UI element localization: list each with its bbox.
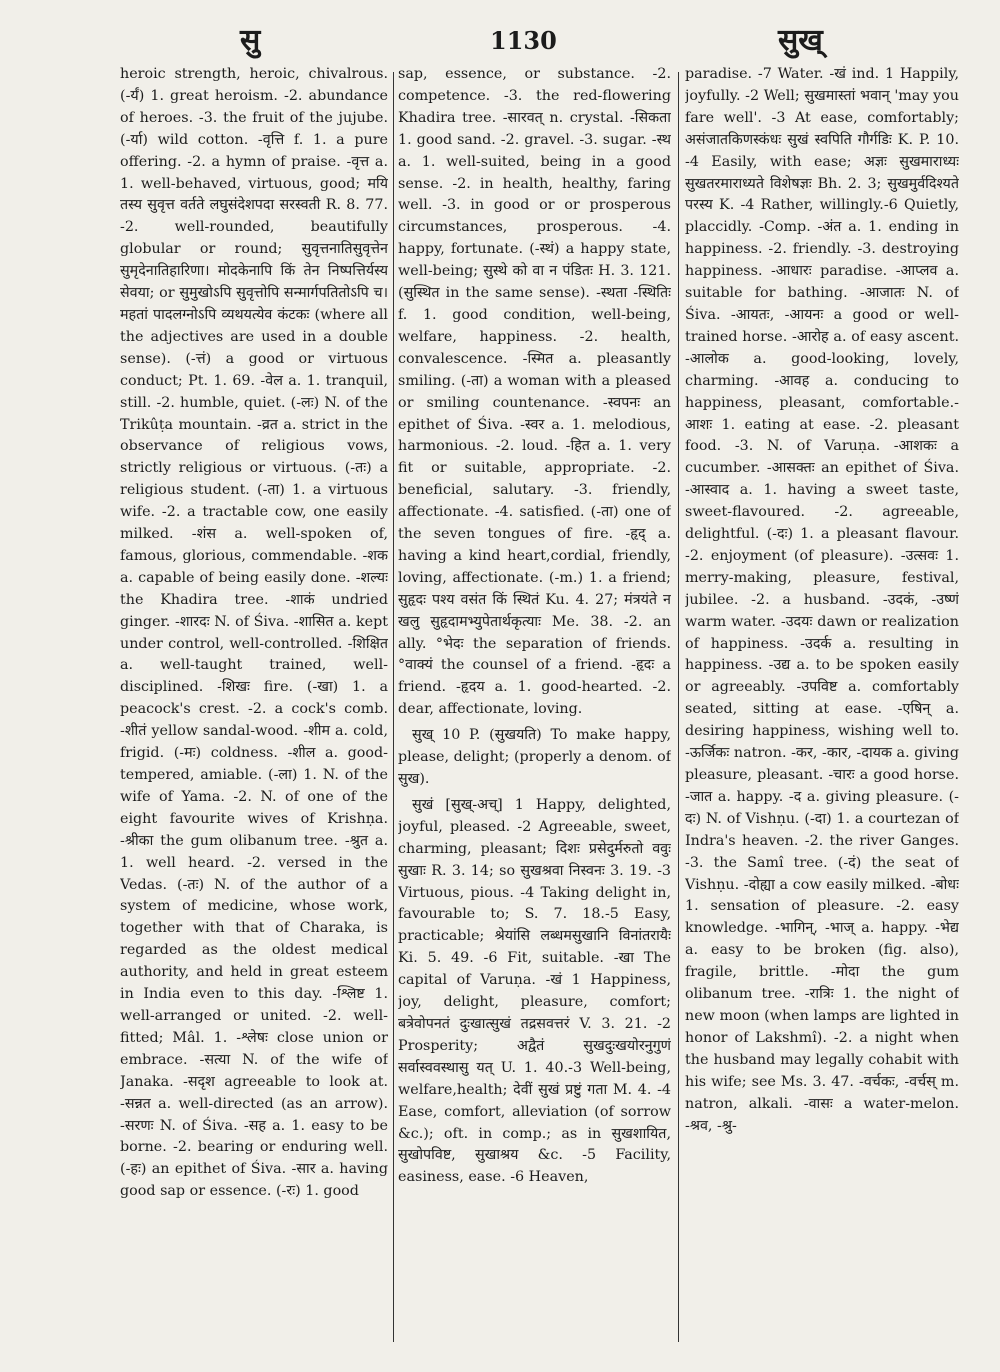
dictionary-text: paradise. -7 Water. -खं ind. 1 Happily, joyfully. -2 Well; सुखमास्तां भवान् 'may you fare well'. -3 At ease, comfortably; असंजातकिणस्कंधः सुखं स्वपिति गौर्गडिः K. P. 10. -4 Easily, with ease; अज्ञः सुखमाराध्यः सुखतरमाराध्यते विशेषज्ञः Bh. 2. 3; सुखमुर्वदिश्यते परस्य K. -4 Rather, willingly.-6 Quietly, placcidly. -Comp. -अंत a. 1. ending in happiness. -2. friendly. -3. destroying happiness. -आधारः paradise. -आप्लव a. suitable for bathing. -आजातः N. of Śiva. -आयतः, -आयनः a good or well-trained horse. -आरोह a. of easy ascent. -आलोक a. good-looking, lovely, charming. -आवह a. conducing to happiness, pleasant, comfortable.-आशः 1. eating at ease. -2. pleasant food. -3. N. of Varuṇa. -आशकः a cucumber. -आसक्तः an epithet of Śiva. -आस्वाद a. 1. having a sweet taste, sweet-flavoured. -2. agreeable, delightful. (-दः) 1. a pleasant flavour. -2. enjoyment (of pleasure). -उत्सवः 1. merry-making, pleasure, festival, jubilee. -2. a husband. -उदकं, -उष्णं warm water. -उदयः dawn or realization of happiness. -उदर्क a. resulting in happiness. -उद्य a. to be spoken easily or agreeably. -उपविष्ट a. comfortably seated, sitting at ease. -एषिन् a. desiring happiness, wishing well to. -ऊर्जिकः natron. -कर, -कार, -दायक a. giving pleasure, pleasant. -चारः a good horse. -जात a. happy. -द a. giving pleasure. (-दः) N. of Vishṇu. (-दा) 1. a courtezan of Indra's heaven. -2. the river Ganges. -3. the Samî tree. (-दं) the seat of Vishṇu. -दोह्या a cow easily milked. -बोधः 1. sensation of pleasure. -2. easy knowledge. -भागिन्, -भाज् a. happy. -भेद्य a. easy to be broken (fig. also), fragile, brittle. -मोदा the gum olibanum tree. -रात्रिः 1. the night of new moon (when lamps are lighted in honor of Lakshmî). -2. a night when the husband may legally cohabit with his wife; see Ms. 3. 47. -वर्चकः, -वर्चस् m. natron, alkali. -वासः a water-melon. -श्रव, -श्रु- — [685, 66, 959, 1134]
right-guide-word: सुख् — [778, 23, 823, 58]
column-rule — [678, 72, 679, 1342]
left-guide-word: सु — [240, 23, 261, 58]
column-right — [685, 64, 959, 1334]
column-rule — [393, 72, 394, 1342]
page-header — [0, 18, 1000, 58]
column-middle — [398, 64, 671, 1334]
page-number: 1130 — [490, 26, 557, 55]
dictionary-entry: सुख् 10 P. (सुखयति) To make happy, please, delight; (properly a denom. of सुख). — [398, 727, 671, 787]
column-left — [120, 64, 388, 1334]
dictionary-text: sap, essence, or substance. -2. competence. -3. the red-flowering Khadira tree. -सारवत् n. crystal. -सिकता 1. good sand. -2. gravel. -3. sugar. -स्थ a. 1. well-suited, being in a good sense. -2. in health, healthy, faring well. -3. in good or or prosperous circumstances, prosperous. -4. happy, fortunate. (-स्थं) a happy state, well-being; सुस्थे को वा न पंडितः H. 3. 121. (सुस्थित in the same sense). -स्थता -स्थितिः f. 1. good condition, well-being, welfare, happiness. -2. health, convalescence. -स्मित a. pleasantly smiling. (-ता) a woman with a pleased or smiling countenance. -स्वपनः an epithet of Śiva. -स्वर a. 1. melodious, harmonious. -2. loud. -हित a. 1. very fit or suitable, appropriate. -2. beneficial, salutary. -3. friendly, affectionate. -4. satisfied. (-ता) one of the seven tongues of fire. -हृद् a. having a kind heart,cordial, friendly, loving, affectionate. (-m.) 1. a friend; सुहृदः पश्य वसंत किं स्थितं Ku. 4. 27; मंत्रयंते न खलु सुहृदामभ्युपेतार्थकृत्याः Me. 38. -2. an ally. °भेदः the separation of friends. °वाक्यं the counsel of a friend. -हृदः a friend. -हृदय a. 1. good-hearted. -2. dear, affectionate, loving. — [398, 66, 671, 718]
dictionary-text: heroic strength, heroic, chivalrous. (-र्यं) 1. great heroism. -2. abundance of heroes. -3. the fruit of the jujube. (-र्या) wild cotton. -वृत्ति f. 1. a pure offering. -2. a hymn of praise. -वृत्त a. 1. well-behaved, virtuous, good; मयि तस्य सुवृत्त वर्तते लघुसंदेशपदा सरस्वती R. 8. 77. -2. well-rounded, beautifully globular or round; सुवृत्तनातिसुवृत्तेन सुमृदेनातिहारिणा। मोदकेनापि किं तेन निष्पत्तिर्यस्य सेवया; or सुमुखोऽपि सुवृत्तोपि सन्मार्गपतितोऽपि च। महतां पादलग्नोऽपि व्यथयत्येव कंटकः (where all the adjectives are used in a double sense). (-त्तं) a good or virtuous conduct; Pt. 1. 69. -वेल a. 1. tranquil, still. -2. humble, quiet. (-लः) N. of the Trikûṭa mountain. -व्रत a. strict in the observance of religious vows, strictly religious or virtuous. (-तः) a religious student. (-ता) 1. a virtuous wife. -2. a tractable cow, one easily milked. -शंस a. well-spoken of, famous, glorious, commendable. -शक a. capable of being easily done. -शल्यः the Khadira tree. -शाकं undried ginger. -शारदः N. of Śiva. -शासित a. kept under control, well-controlled. -शिक्षित a. well-taught trained, well-disciplined. -शिखः fire. (-खा) 1. a peacock's crest. -2. a cock's comb. -शीतं yellow sandal-wood. -शीम a. cold, frigid. (-मः) coldness. -शील a. good-tempered, amiable. (-ला) 1. N. of the wife of Yama. -2. N. of one of the eight favourite wives of Krishṇa. -श्रीका the gum olibanum tree. -श्रुत a. 1. well heard. -2. versed in the Vedas. (-तः) N. of the author of a system of medicine, whose work, together with that of Charaka, is regarded as the oldest medical authority, and held in great esteem in India even to this day. -श्लिष्ट 1. well-arranged or united. -2. well-fitted; Mâl. 1. -श्लेषः close union or embrace. -सत्या N. of the wife of Janaka. -सदृश agreeable to look at. -सन्नत a. well-directed (as an arrow). -सरणः N. of Śiva. -सह a. 1. easy to be borne. -2. bearing or enduring well. (-हः) an epithet of Śiva. -सार a. having good sap or essence. (-रः) 1. good — [120, 66, 388, 1200]
dictionary-entry: सुखं [सुख्-अच्] 1 Happy, delighted, joyful, pleased. -2 Agreeable, sweet, charming, pleasant; दिशः प्रसेदुर्मरुतो ववुः सुखाः R. 3. 14; so सुखश्रवा निस्वनः 3. 19. -3 Virtuous, pious. -4 Taking delight in, favourable to; S. 7. 18.-5 Easy, practicable; श्रेयांसि लब्धमसुखानि विनांतरायैः Ki. 5. 49. -6 Fit, suitable. -खा The capital of Varuṇa. -खं 1 Happiness, joy, delight, pleasure, comfort; बत्रेवोपनतं दुःखात्सुखं तद्रसवत्तरं V. 3. 21. -2 Prosperity; अद्वैतं सुखदुःखयोरनुगुणं सर्वास्ववस्थासु यत् U. 1. 40.-3 Well-being, welfare,health; देवीं सुखं प्रष्टुं गता M. 4. -4 Ease, comfort, alleviation (of sorrow &c.); oft. in comp.; as in सुखशायित, सुखोपविष्ट, सुखाश्रय &c. -5 Facility, easiness, ease. -6 Heaven, — [398, 796, 671, 1186]
